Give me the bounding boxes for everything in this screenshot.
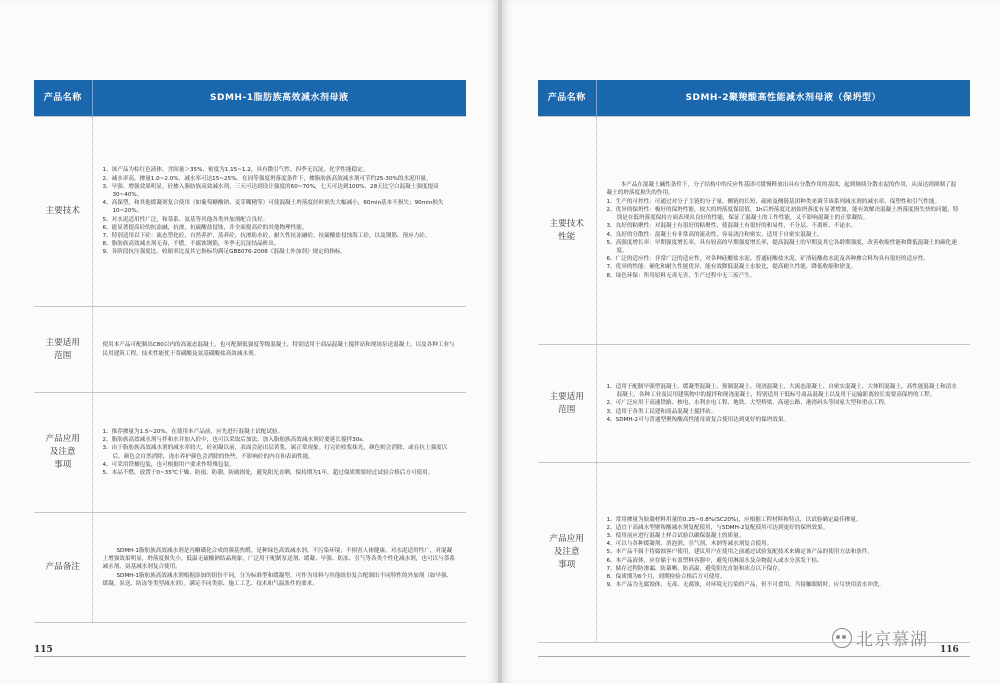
- list-item: 2、减水率高，掺量1.0~2.0%，减水率可达15~25%。在同等强度坍落度条件下，掺脂肪族高效减水剂可节约25-30%的水泥用量。: [102, 175, 432, 182]
- row-content: [596, 117, 970, 345]
- row-content: [596, 345, 970, 463]
- list-item: 3、良好的粘聚性：对混凝土有很好的粘聚性，使混凝土有很好的和易性，不分层、不离析、不泌水。: [606, 223, 857, 230]
- list-item: 1、常用掺量为胶凝材料用量的0.25~0.8%(SC20%)，应根据工程材料和特点，以试验确定最佳掺量。: [606, 516, 862, 523]
- list-item: 7、优异的性能：硬化和耐久性能优异，能有效降低混凝土水胶比，提高耐久性能，降低收缩和徐变。: [606, 264, 857, 271]
- watermark: [832, 625, 928, 650]
- list-item: 6、能显著提高砼的抗冻融，抗渗，抗硫酸盐侵蚀，并全面提高砼的其他物理性能。: [102, 224, 308, 231]
- list-item: 9、本产品为无腐蚀体，无毒、无腐蚀，对环境无污染的产品，但不可食用，当接触眼睛时，应尽快用清水冲洗。: [606, 582, 885, 589]
- list-item: 4、SDMH-2可与普通型聚羧酸高性能母液复合使用达到更好的保坍效果。: [606, 416, 790, 423]
- list-item: 8、脂肪族高效减水剂无毒，不燃，不腐蚀钢筋，冬季无沉淀结晶析出。: [102, 241, 280, 248]
- list-item: 4、高保塑，和其他缓凝剂复合使用（如葡萄糖酸钠、麦芽糊精等）可使混凝土坍落度经时损失大幅减小，60min基本不损失；90min损失10~20%。: [102, 200, 444, 215]
- header-product-title: SDMH-2聚羧酸高性能减水剂母液（保坍型）: [596, 80, 970, 117]
- list-item: 6、广泛的适应性：非常广泛的适应性，对各种硅酸盐水泥、普通硅酸盐水泥、矿渣硅酸盐水泥及各种掺合料均具有很好的适应性。: [606, 256, 929, 263]
- list-item: 4、良好的分散性：混凝土有非常高的流动性，容易浇注和密实，适用于自密实混凝土。: [606, 231, 823, 238]
- list-item: 2、优异的保坍性：极好的保坍性能，较大的坍落度保留值，1h后坍落度比初始坍落度有显著增加，能有效解决混凝土坍落度损失快的问题，特别是在低坍落度保持方面表现出良好的性能，保证了混凝土的工作性能，又不影响混凝土的正常凝结。: [606, 206, 959, 222]
- list-item: 3、早强、增强效果明显，砼掺入脂肪族高效减水剂，三天可达到设计强度的60~70%，七天可达到100%，28天比空白混凝土强度提高30~40%。: [102, 183, 439, 198]
- table-row: [34, 307, 466, 393]
- list-item: 3、由于脂肪族高效减水剂的减水率较大，砼初凝以前，表面会泌出层黄浆，属正常现象。打完砼收浆抹光，颜色则会消除，或在拉上强度以后，颜色会自然消除，浇水养护颜色会消除的快些，不影响砼的内在和表面性能。: [102, 445, 448, 460]
- list-item: 1、适用于配制早强型混凝土、缓凝型混凝土、预制混凝土、现浇混凝土、大流态混凝土、自密实混凝土、大体积混凝土、高性能混凝土和清水混凝土，各种工业及民用建筑物中的搅拌和现浇混凝土，特别适用于低标号商品混凝土以及用于运输距离较长需要高保坍的工程。: [606, 383, 957, 399]
- row-content: [596, 463, 970, 643]
- list-item: 7、储存过程防渗漏、防暴晒、防高温，避免阳光直射和冰点以下保存。: [606, 565, 784, 572]
- watermark-text: 北京慕湖: [856, 630, 928, 650]
- page-number: 115: [34, 645, 53, 655]
- wechat-icon: [832, 628, 852, 648]
- table-row: [34, 393, 466, 513]
- spec-table-sdmh1: [34, 80, 466, 623]
- row-label: 主要适用 范围: [34, 307, 92, 393]
- list-item: 5、本品不燃，放置于0~35℃干燥、防雨、防潮、防破损处，避免阳光直晒。保持期为1年，超过保质期要经过试验合格后方可使用。: [102, 469, 434, 476]
- right-page: [502, 0, 1000, 683]
- table-row: [538, 117, 970, 345]
- row-content: [92, 307, 466, 393]
- page-number: 116: [940, 645, 959, 655]
- list-item: 5、本产品不属于将腐蚀客户使用，建议用户在使用之前通过试验复配技术来确定该产品的使用方法和条件。: [606, 549, 873, 556]
- list-item: 9、各阶段抗压强度比、收缩率比及其它指标均满足GB8076-2008《混凝土外加剂》规定的指标。: [102, 249, 347, 256]
- table-header: [538, 80, 970, 117]
- row-label: 主要技术: [34, 117, 92, 307]
- header-product-name: 产品名称: [34, 80, 92, 117]
- row-label: 主要技术 性能: [538, 117, 596, 345]
- row-content: [92, 393, 466, 513]
- list-item: 1、生产的可控性：可通过对分子主链的分子量、侧链的长短、疏密及侧链基团种类来调节该系列减水剂的减水率、保塑性和引气性能。: [606, 198, 941, 205]
- paragraph: SDMH-1脂肪族高效减水剂是丙酮磺化合成的羰基焦醛，是种绿色高效减水剂。不污染环境，不损害人体健康。对水泥适用性广，对混凝土增强效果明显，坍落度损失小，低温无硫酸钠结晶现象，广泛用于配制泵送剂、缓凝、早强、防冻、引气等各类个性化减水剂，也可以与萘系减水剂、氨基减水剂复合使用。: [102, 547, 455, 571]
- table-header: [34, 80, 466, 117]
- footer-rule: [538, 656, 970, 657]
- list-item: 2、脂肪族高效减水剂与拌和水并加入砼中，也可以采取后加法，加入脂肪族高效减水剂砼要延长搅拌30s。: [102, 437, 368, 444]
- list-item: 8、保质期为6个月，到期检验合格后方可使用。: [606, 574, 726, 580]
- table-row: [34, 117, 466, 307]
- row-label: 产品应用 及注意 事项: [538, 463, 596, 643]
- left-page: [0, 0, 498, 683]
- list-item: 3、使用前应进行混凝土样合试验以确保混凝土的质量。: [606, 532, 745, 539]
- row-label: 产品备注: [34, 513, 92, 623]
- spec-table-sdmh2: [538, 80, 970, 643]
- table-row: [34, 513, 466, 623]
- paragraph: 本产品在混凝土碱性条件下，分子结构中的反应性基团可缓慢释放出具有分散作用的基团，起到继续分散水泥的作用，从而达到抑制了混凝土的坍落度损失的作用。: [606, 182, 957, 197]
- table-row: [538, 345, 970, 463]
- row-label: 产品应用 及注意 事项: [34, 393, 92, 513]
- list-item: 4、可以与各种缓凝剂、消泡剂、引气剂、木钠等减水剂复合使用。: [606, 541, 773, 548]
- list-item: 2、适宜于高减水型聚羧酸减水剂复配使用，与SDMH-2复配使用可达到更好的保坍效果。: [606, 524, 829, 531]
- list-item: 3、适用于各类工民建和商品混凝土搅拌站。: [606, 408, 717, 415]
- list-item: 2、可广泛应用于高速铁路、核电、水利水电工程、地铁、大型桥梁、高速公路、港湾码头等国家大型和重点工程。: [606, 400, 890, 407]
- footer-rule: [34, 656, 466, 657]
- list-item: 6、本产品液体，应存储于有盖塑料容器中，避免用淋湿水及杂物混入或水分蒸发干枯。: [606, 557, 823, 564]
- list-item: 8、绿色环保：所用原料无毒无害，生产过程中无三废产生。: [606, 272, 756, 279]
- list-item: 5、高强度增长率：早期强度增长率，具有较高的早期强度增长率，提高混凝土的早期及其它各龄期强度，改善收缩性能和降低混凝土的碳化速度。: [606, 239, 957, 254]
- row-content: [92, 117, 466, 307]
- paragraph: 使用本产品可配制出C80以内的高流态混凝土，也可配制低强度等级混凝土，特别适用于商品混凝土搅拌站和现场泵送混凝土，以及各种工业与民用建筑工程，技术性能优于萘磺酸及氨基磺酸盐高效减水剂。: [102, 342, 455, 357]
- list-item: 1、推荐掺量为1.5~20%，在使用本产品前，应先进行混凝土试配试验。: [102, 428, 284, 435]
- header-product-title: SDMH-1脂肪族高效减水剂母液: [92, 80, 466, 117]
- list-item: 5、对水泥适用性广泛，和萘系、氨基等其他各类外加剂配合良好。: [102, 216, 269, 223]
- row-label: 主要适用 范围: [538, 345, 596, 463]
- table-row: [538, 463, 970, 643]
- row-content: [92, 513, 466, 623]
- list-item: 7、特别适用以下砼：流态塑化砼，自然养护、蒸养砼，抗渗防水砼，耐久性抗冻融砼，抗硫酸盐侵蚀海工砼，以及钢筋、预应力砼。: [102, 233, 431, 239]
- paragraph: SDMH-1脂肪族高效减水剂根据添加的组份不同，分为标准型和缓凝型，可作为母料与其他组份复合配制出不同特性的外加剂（如早强、缓凝、泵送、防冻等类型减水剂）。满足不同类别、施工工艺、技术和气温条件的要求。: [102, 572, 453, 587]
- list-item: 1、该产品为棕红色液体，含固量＞35%，密度为1.15~1.2，具有微引气性。四季无沉淀，化学性能稳定。: [102, 167, 369, 174]
- header-product-name: 产品名称: [538, 80, 596, 117]
- list-item: 4、可采用铁桶包装，也可根据用户要求作特殊包装。: [102, 461, 235, 468]
